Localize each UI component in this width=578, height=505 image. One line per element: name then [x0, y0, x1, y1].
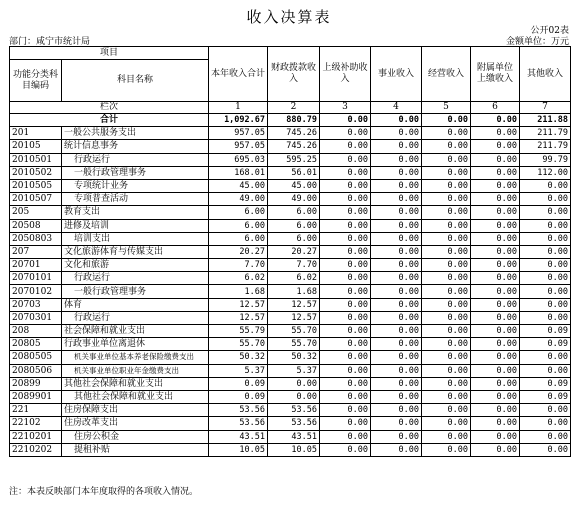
table-row — [10, 153, 571, 166]
row-name: 住房改革支出 — [62, 417, 209, 430]
row-value: 168.01 — [209, 166, 268, 179]
row-name: 一般公共服务支出 — [62, 127, 209, 140]
row-code: 20899 — [10, 377, 62, 390]
seq-1: 1 — [209, 102, 268, 114]
header-code: 功能分类科目编码 — [10, 60, 62, 102]
row-value: 0.00 — [371, 259, 422, 272]
header-fiscal-income: 财政拨款收入 — [268, 47, 320, 102]
table-row — [10, 245, 571, 258]
row-value: 10.05 — [209, 443, 268, 456]
row-value: 0.00 — [371, 325, 422, 338]
row-value: 0.00 — [371, 219, 422, 232]
row-code: 2089901 — [10, 390, 62, 403]
row-value: 0.09 — [520, 325, 571, 338]
row-value: 0.00 — [422, 443, 471, 456]
row-value: 0.00 — [471, 127, 520, 140]
row-value: 20.27 — [268, 245, 320, 258]
row-value: 0.00 — [371, 179, 422, 192]
row-value: 0.00 — [520, 351, 571, 364]
row-value: 6.00 — [268, 219, 320, 232]
row-value: 0.00 — [471, 206, 520, 219]
row-value: 7.70 — [209, 259, 268, 272]
row-value: 0.00 — [471, 272, 520, 285]
row-value: 0.00 — [268, 390, 320, 403]
row-value: 0.00 — [520, 219, 571, 232]
row-value: 0.00 — [371, 232, 422, 245]
row-value: 0.00 — [320, 127, 371, 140]
row-code: 2080505 — [10, 351, 62, 364]
row-value: 0.00 — [371, 311, 422, 324]
row-code: 2010502 — [10, 166, 62, 179]
row-value: 0.00 — [371, 127, 422, 140]
row-value: 0.00 — [471, 338, 520, 351]
row-value: 0.00 — [371, 377, 422, 390]
row-value: 0.00 — [520, 179, 571, 192]
row-code: 2010507 — [10, 193, 62, 206]
row-value: 0.00 — [471, 232, 520, 245]
row-value: 0.00 — [371, 390, 422, 403]
row-value: 0.00 — [422, 140, 471, 153]
row-value: 0.00 — [371, 140, 422, 153]
total-value: 0.00 — [320, 114, 371, 127]
header-business-income: 事业收入 — [371, 47, 422, 102]
row-code: 22102 — [10, 417, 62, 430]
row-value: 5.37 — [268, 364, 320, 377]
row-value: 0.00 — [520, 245, 571, 258]
header-name: 科目名称 — [62, 60, 209, 102]
row-value: 50.32 — [209, 351, 268, 364]
row-value: 0.00 — [320, 390, 371, 403]
row-value: 0.00 — [422, 285, 471, 298]
seq-3: 3 — [320, 102, 371, 114]
header-operating-income: 经营收入 — [422, 47, 471, 102]
seq-4: 4 — [371, 102, 422, 114]
table-row — [10, 179, 571, 192]
seq-7: 7 — [520, 102, 571, 114]
total-value: 0.00 — [371, 114, 422, 127]
row-value: 0.00 — [371, 193, 422, 206]
row-name: 机关事业单位职业年金缴费支出 — [62, 364, 209, 377]
table-row — [10, 377, 571, 390]
row-value: 0.00 — [422, 219, 471, 232]
row-value: 0.00 — [422, 179, 471, 192]
row-value: 0.00 — [471, 404, 520, 417]
row-code: 201 — [10, 127, 62, 140]
row-value: 5.37 — [209, 364, 268, 377]
row-value: 745.26 — [268, 127, 320, 140]
row-value: 0.00 — [520, 298, 571, 311]
row-name: 一般行政管理事务 — [62, 166, 209, 179]
row-value: 0.00 — [371, 206, 422, 219]
row-value: 695.03 — [209, 153, 268, 166]
row-value: 6.02 — [268, 272, 320, 285]
row-value: 55.70 — [268, 338, 320, 351]
row-value: 0.00 — [371, 430, 422, 443]
row-name: 社会保障和就业支出 — [62, 325, 209, 338]
row-value: 0.00 — [422, 311, 471, 324]
table-row — [10, 338, 571, 351]
row-value: 0.09 — [520, 377, 571, 390]
row-value: 12.57 — [209, 311, 268, 324]
row-value: 0.00 — [471, 140, 520, 153]
table-row — [10, 325, 571, 338]
row-value: 0.00 — [520, 404, 571, 417]
row-value: 0.00 — [320, 140, 371, 153]
row-value: 45.00 — [209, 179, 268, 192]
row-value: 0.00 — [471, 179, 520, 192]
row-code: 2070101 — [10, 272, 62, 285]
row-value: 595.25 — [268, 153, 320, 166]
row-value: 0.00 — [422, 232, 471, 245]
row-value: 0.00 — [422, 377, 471, 390]
row-value: 53.56 — [268, 404, 320, 417]
row-name: 其他社会保障和就业支出 — [62, 377, 209, 390]
row-value: 0.00 — [371, 298, 422, 311]
row-value: 49.00 — [209, 193, 268, 206]
row-value: 211.79 — [520, 140, 571, 153]
row-value: 0.00 — [471, 259, 520, 272]
row-value: 112.00 — [520, 166, 571, 179]
row-value: 0.00 — [371, 443, 422, 456]
row-value: 49.00 — [268, 193, 320, 206]
row-value: 0.00 — [320, 179, 371, 192]
row-value: 45.00 — [268, 179, 320, 192]
total-label: 合计 — [10, 114, 209, 127]
seq-6: 6 — [471, 102, 520, 114]
row-value: 0.00 — [320, 311, 371, 324]
row-value: 0.00 — [320, 404, 371, 417]
row-name: 行政运行 — [62, 311, 209, 324]
row-value: 0.00 — [422, 298, 471, 311]
total-value: 0.00 — [422, 114, 471, 127]
row-name: 教育支出 — [62, 206, 209, 219]
row-value: 957.05 — [209, 140, 268, 153]
row-code: 20805 — [10, 338, 62, 351]
table-row — [10, 285, 571, 298]
row-value: 0.00 — [422, 390, 471, 403]
row-value: 0.00 — [371, 364, 422, 377]
row-value: 6.00 — [268, 206, 320, 219]
row-value: 0.00 — [320, 206, 371, 219]
row-value: 0.00 — [422, 325, 471, 338]
row-value: 0.00 — [371, 285, 422, 298]
row-value: 0.00 — [471, 219, 520, 232]
row-value: 0.00 — [320, 245, 371, 258]
table-row — [10, 219, 571, 232]
row-value: 55.70 — [209, 338, 268, 351]
header-affiliated-income: 附属单位上缴收入 — [471, 47, 520, 102]
row-value: 0.00 — [320, 430, 371, 443]
row-name: 机关事业单位基本养老保险缴费支出 — [62, 351, 209, 364]
row-code: 2050803 — [10, 232, 62, 245]
row-value: 43.51 — [268, 430, 320, 443]
table-row — [10, 364, 571, 377]
row-value: 0.00 — [520, 364, 571, 377]
row-value: 0.00 — [320, 232, 371, 245]
row-value: 53.56 — [209, 404, 268, 417]
row-value: 0.00 — [422, 430, 471, 443]
table-row — [10, 232, 571, 245]
row-value: 0.00 — [471, 377, 520, 390]
row-value: 0.00 — [471, 390, 520, 403]
row-value: 0.00 — [422, 272, 471, 285]
row-value: 55.79 — [209, 325, 268, 338]
row-value: 0.00 — [422, 127, 471, 140]
row-code: 207 — [10, 245, 62, 258]
row-value: 53.56 — [268, 417, 320, 430]
row-value: 0.00 — [320, 193, 371, 206]
row-value: 6.02 — [209, 272, 268, 285]
row-value: 211.79 — [520, 127, 571, 140]
row-value: 0.00 — [320, 325, 371, 338]
total-value: 0.00 — [471, 114, 520, 127]
row-name: 文化旅游体育与传媒支出 — [62, 245, 209, 258]
row-name: 住房公积金 — [62, 430, 209, 443]
row-value: 957.05 — [209, 127, 268, 140]
row-value: 0.00 — [320, 417, 371, 430]
row-value: 99.79 — [520, 153, 571, 166]
row-value: 0.00 — [471, 325, 520, 338]
row-value: 0.00 — [471, 430, 520, 443]
seq-label: 栏次 — [10, 102, 209, 114]
row-value: 0.00 — [320, 298, 371, 311]
table-row — [10, 417, 571, 430]
income-table — [9, 46, 571, 457]
row-value: 0.00 — [422, 404, 471, 417]
row-value: 0.00 — [471, 153, 520, 166]
row-value: 0.00 — [520, 417, 571, 430]
row-value: 0.00 — [471, 351, 520, 364]
table-row — [10, 193, 571, 206]
row-value: 0.00 — [371, 272, 422, 285]
row-name: 行政事业单位离退休 — [62, 338, 209, 351]
row-value: 0.09 — [209, 390, 268, 403]
row-value: 6.00 — [209, 206, 268, 219]
table-row — [10, 272, 571, 285]
table-row — [10, 404, 571, 417]
total-value: 211.88 — [520, 114, 571, 127]
row-value: 0.00 — [471, 193, 520, 206]
row-value: 0.00 — [422, 351, 471, 364]
row-value: 12.57 — [209, 298, 268, 311]
table-row — [10, 390, 571, 403]
row-value: 0.00 — [520, 285, 571, 298]
row-code: 2010501 — [10, 153, 62, 166]
row-code: 20105 — [10, 140, 62, 153]
row-value: 0.00 — [520, 232, 571, 245]
row-code: 205 — [10, 206, 62, 219]
row-value: 0.00 — [422, 259, 471, 272]
row-value: 1.68 — [268, 285, 320, 298]
row-name: 培训支出 — [62, 232, 209, 245]
row-name: 文化和旅游 — [62, 259, 209, 272]
row-value: 0.00 — [520, 443, 571, 456]
row-value: 1.68 — [209, 285, 268, 298]
page-title: 收入决算表 — [246, 8, 332, 26]
row-name: 住房保障支出 — [62, 404, 209, 417]
row-code: 2210202 — [10, 443, 62, 456]
row-code: 208 — [10, 325, 62, 338]
form-code: 公开02表 — [530, 26, 569, 36]
table-row — [10, 298, 571, 311]
row-value: 0.00 — [371, 338, 422, 351]
row-value: 6.00 — [268, 232, 320, 245]
row-value: 0.00 — [520, 430, 571, 443]
row-value: 0.09 — [520, 390, 571, 403]
row-value: 0.00 — [520, 311, 571, 324]
row-name: 体育 — [62, 298, 209, 311]
header-superior-subsidy: 上级补助收入 — [320, 47, 371, 102]
row-value: 0.00 — [520, 272, 571, 285]
row-value: 0.00 — [320, 166, 371, 179]
footnote: 注：本表反映部门本年度取得的各项收入情况。 — [9, 487, 199, 497]
row-value: 0.00 — [520, 193, 571, 206]
row-value: 0.00 — [471, 245, 520, 258]
seq-5: 5 — [422, 102, 471, 114]
row-name: 提租补贴 — [62, 443, 209, 456]
row-name: 专项统计业务 — [62, 179, 209, 192]
row-value: 0.00 — [371, 417, 422, 430]
row-value: 12.57 — [268, 298, 320, 311]
row-name: 专项普查活动 — [62, 193, 209, 206]
row-value: 0.00 — [371, 245, 422, 258]
row-value: 0.00 — [520, 259, 571, 272]
header-other-income: 其他收入 — [520, 47, 571, 102]
table-row — [10, 443, 571, 456]
table-row — [10, 127, 571, 140]
row-value: 745.26 — [268, 140, 320, 153]
row-value: 0.00 — [320, 259, 371, 272]
row-value: 43.51 — [209, 430, 268, 443]
row-value: 0.00 — [320, 219, 371, 232]
department-label: 部门：咸宁市统计局 — [9, 37, 91, 47]
row-value: 0.00 — [320, 272, 371, 285]
row-value: 0.00 — [422, 206, 471, 219]
row-value: 0.00 — [471, 298, 520, 311]
row-code: 2080506 — [10, 364, 62, 377]
row-value: 20.27 — [209, 245, 268, 258]
row-value: 0.00 — [320, 364, 371, 377]
total-row — [10, 114, 571, 127]
row-name: 一般行政管理事务 — [62, 285, 209, 298]
row-value: 56.01 — [268, 166, 320, 179]
row-value: 0.09 — [209, 377, 268, 390]
table-row — [10, 351, 571, 364]
row-value: 0.00 — [471, 166, 520, 179]
row-value: 7.70 — [268, 259, 320, 272]
row-code: 221 — [10, 404, 62, 417]
row-value: 0.00 — [422, 338, 471, 351]
header-total-income: 本年收入合计 — [209, 47, 268, 102]
row-value: 0.00 — [471, 285, 520, 298]
row-value: 0.00 — [371, 351, 422, 364]
row-code: 20703 — [10, 298, 62, 311]
table-row — [10, 166, 571, 179]
row-value: 0.00 — [520, 206, 571, 219]
row-value: 0.09 — [520, 338, 571, 351]
unit-label: 金额单位：万元 — [505, 37, 569, 47]
row-value: 53.56 — [209, 417, 268, 430]
row-value: 0.00 — [422, 364, 471, 377]
row-value: 0.00 — [471, 417, 520, 430]
row-value: 6.00 — [209, 219, 268, 232]
row-value: 0.00 — [422, 153, 471, 166]
row-value: 0.00 — [422, 193, 471, 206]
row-value: 0.00 — [371, 153, 422, 166]
row-value: 0.00 — [320, 377, 371, 390]
row-code: 20701 — [10, 259, 62, 272]
total-value: 880.79 — [268, 114, 320, 127]
row-value: 6.00 — [209, 232, 268, 245]
total-value: 1,092.67 — [209, 114, 268, 127]
row-value: 10.05 — [268, 443, 320, 456]
row-value: 0.00 — [371, 404, 422, 417]
row-value: 50.32 — [268, 351, 320, 364]
row-value: 0.00 — [471, 443, 520, 456]
row-name: 其他社会保障和就业支出 — [62, 390, 209, 403]
table-row — [10, 311, 571, 324]
row-value: 0.00 — [422, 166, 471, 179]
row-value: 12.57 — [268, 311, 320, 324]
row-value: 0.00 — [471, 311, 520, 324]
row-value: 55.70 — [268, 325, 320, 338]
row-value: 0.00 — [422, 417, 471, 430]
row-name: 行政运行 — [62, 153, 209, 166]
header-project: 项目 — [10, 47, 209, 60]
row-code: 2070102 — [10, 285, 62, 298]
row-code: 2210201 — [10, 430, 62, 443]
row-value: 0.00 — [320, 285, 371, 298]
row-value: 0.00 — [268, 377, 320, 390]
row-name: 进修及培训 — [62, 219, 209, 232]
row-value: 0.00 — [371, 166, 422, 179]
table-row — [10, 206, 571, 219]
row-value: 0.00 — [320, 338, 371, 351]
row-value: 0.00 — [471, 364, 520, 377]
seq-2: 2 — [268, 102, 320, 114]
table-row — [10, 430, 571, 443]
row-code: 2010505 — [10, 179, 62, 192]
row-name: 统计信息事务 — [62, 140, 209, 153]
row-value: 0.00 — [422, 245, 471, 258]
row-code: 2070301 — [10, 311, 62, 324]
table-row — [10, 259, 571, 272]
row-code: 20508 — [10, 219, 62, 232]
row-value: 0.00 — [320, 153, 371, 166]
row-value: 0.00 — [320, 443, 371, 456]
table-row — [10, 140, 571, 153]
row-name: 行政运行 — [62, 272, 209, 285]
row-value: 0.00 — [320, 351, 371, 364]
